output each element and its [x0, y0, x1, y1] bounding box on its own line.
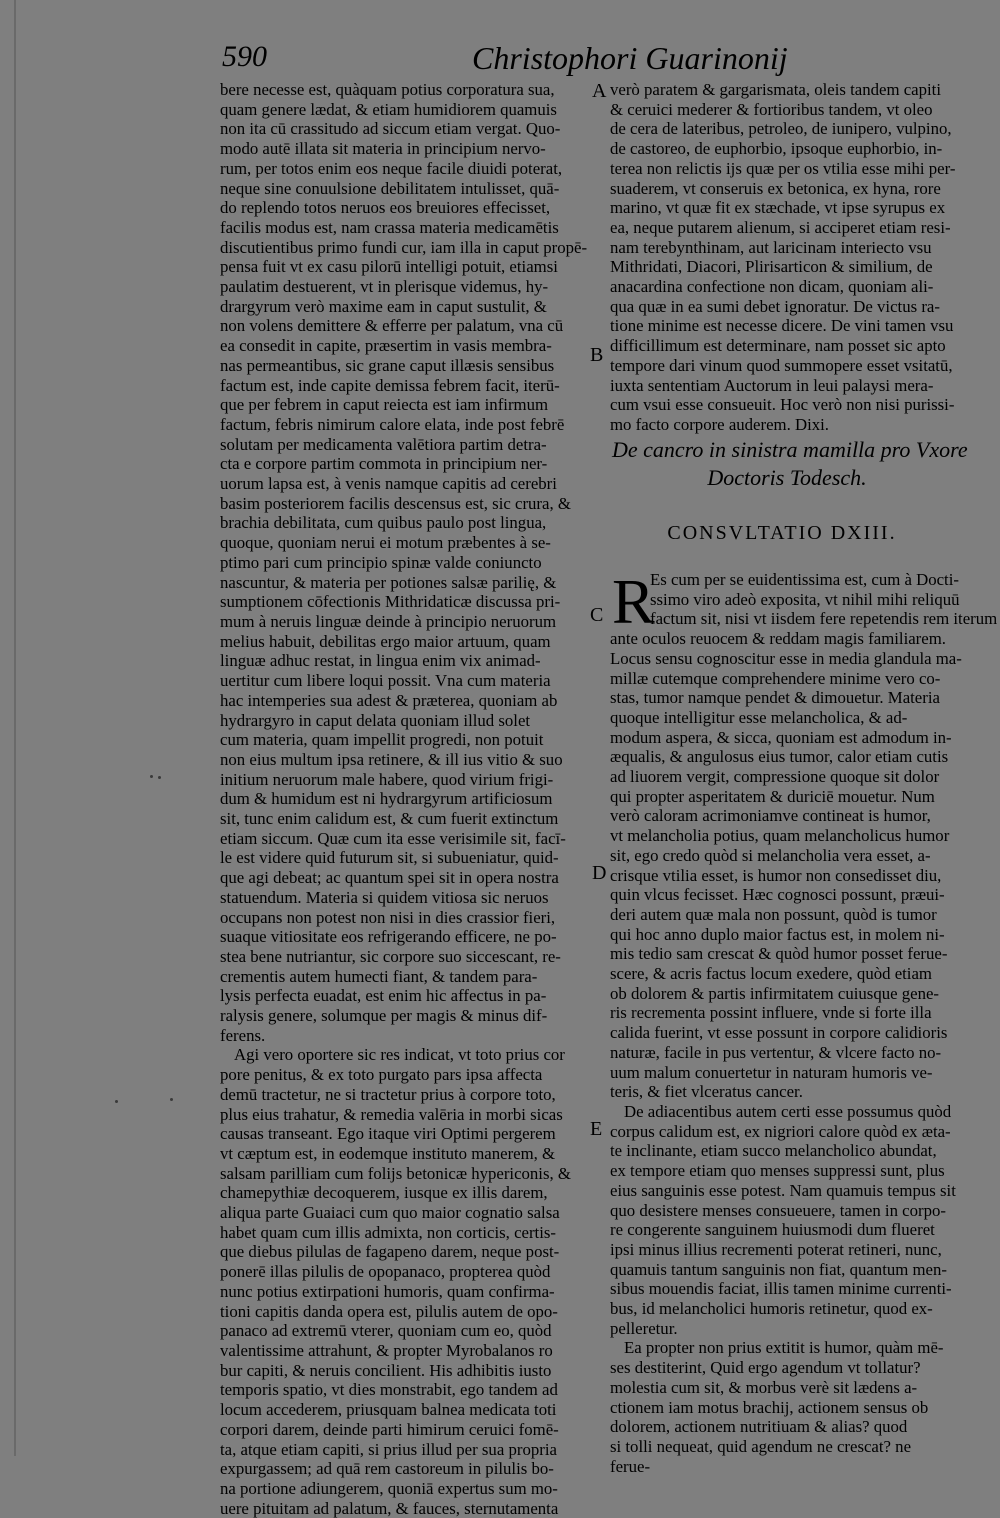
text-line: dolorem, actionem nutritiuam & alias? quod	[610, 1417, 908, 1437]
text-line: ad liuorem vergit, compressione quoque sit dolor	[610, 767, 940, 787]
text-line: plus eius trahatur, & remedia valēria in morbi sicas	[220, 1104, 563, 1124]
text-line: demū tractetur, ne si tractetur prius à corpore toto,	[220, 1084, 556, 1104]
text-line: neque sine conuulsione debilitatem intulisset, quā-	[220, 178, 560, 198]
text-line: terea non relictis ijs quæ per os vtilia esse mihi per-	[610, 158, 956, 178]
text-line: ex tempore etiam quo menses suppressi sunt, plus	[610, 1161, 945, 1181]
text-line: cum materia, quam impellit progredi, non potuit	[220, 730, 544, 750]
page-gutter-edge	[14, 0, 16, 1456]
text-line: ptimo pari cum principio spinæ valde coniuncto	[220, 552, 542, 572]
text-line: Agi vero oportere sic res indicat, vt toto prius cor	[234, 1045, 565, 1065]
text-line: teris, & fiet vlceratus cancer.	[610, 1082, 803, 1102]
text-line: stea bene nutriantur, sic corpore suo siccescant, re-	[220, 946, 561, 966]
text-line: nam terebynthinam, aut laricinam interiecto vsu	[610, 237, 932, 257]
text-line: calida fuerint, vt esse possunt in corpore calidioris	[610, 1023, 948, 1043]
section-title-line-1: De cancro in sinistra mamilla pro Vxore	[612, 437, 968, 462]
section-title	[612, 436, 968, 492]
text-line: iuxta sententiam Auctorum in leui palaysi mera-	[610, 375, 934, 395]
text-line: ob dolorem & partis infirmitatem cuiusque gene-	[610, 983, 940, 1003]
text-line: brachia debilitata, cum quibus paulo post lingua,	[220, 513, 547, 533]
text-line: pelleretur.	[610, 1318, 678, 1338]
text-line: crisque vtilia esset, is humor non consedisset diu,	[610, 865, 942, 885]
text-line: vt melancholia potius, quam melancholicus humor	[610, 826, 950, 846]
drop-cap: R	[612, 566, 655, 637]
text-line: factum, febris nimirum calore elata, inde post febrē	[220, 414, 565, 434]
text-line: de castoreo, de euphorbio, ipsoque euphorbio, in-	[610, 139, 943, 159]
page-header	[222, 40, 952, 80]
text-line: stas, tumor namque pendet & dimouetur. Materia	[610, 688, 940, 708]
text-line: que agi debeat; ac quantum spei sit in opera nostra	[220, 868, 559, 888]
text-line: cta e corpore partim commota in principium ner-	[220, 454, 548, 474]
text-line: ipsi minus illius recrementi poterat retineri, nunc,	[610, 1239, 942, 1259]
text-line: causas transeant. Ego itaque viri Optimi pergerem	[220, 1124, 556, 1144]
text-line: melius habuit, debilitas ergo maior artuum, quam	[220, 631, 551, 651]
text-line: temporis spatio, vt dies monstrabit, ego tandem ad	[220, 1380, 558, 1400]
text-line: quoque intelligitur esse melancholica, & ad-	[610, 707, 908, 727]
text-line: lysis perfecta euadat, est enim hic affectus in pa-	[220, 986, 547, 1006]
text-line: qua quæ in ea sumi debet ignoratur. De victus ra-	[610, 296, 940, 316]
text-line: chamepythiæ decoquerem, iusque ex illis darem,	[220, 1183, 548, 1203]
text-line: re congerente sanguinem huiusmodi dum flueret	[610, 1220, 935, 1240]
text-line: ssimo viro adeò exposita, vt nihil mihi reliquū	[650, 589, 960, 609]
text-line: facilis modus est, nam crassa materia medicamētis	[220, 217, 559, 237]
paper-speck	[115, 1100, 118, 1103]
text-line: verò paratem & gargarismata, oleis tandem capiti	[610, 80, 941, 99]
text-line: bere necesse est, quàquam potius corporatura sua,	[220, 80, 555, 99]
text-line: habet quam cum illis admixta, non corticis, certis-	[220, 1222, 557, 1242]
text-line: millæ cutemque comprehendere minime vero co-	[610, 668, 941, 688]
text-line: dum & humidum est ni hydrargyrum artificiosum	[220, 789, 553, 809]
text-line: uere pituitam ad palatum, & fauces, sternutamenta	[220, 1498, 559, 1518]
text-line: nascuntur, & materia per potiones salsæ parilię, &	[220, 572, 557, 592]
text-line: deri autem quæ mala non possunt, quòd is tumor	[610, 904, 937, 924]
text-line: mis tedio sam crescat & quòd humor posset ferue-	[610, 944, 948, 964]
text-line: corpori darem, deinde parti himirum ceruici fomē-	[220, 1419, 559, 1439]
text-line: ponerē illas pilulis de opopanaco, propterea quòd	[220, 1262, 551, 1282]
text-line: que per febrem in caput reiecta est iam infirmum	[220, 395, 549, 415]
text-line: ris recrementa possint influere, vnde si forte illa	[610, 1003, 932, 1023]
text-line: naturæ, facile in pus vertentur, & vlcere facto no-	[610, 1042, 942, 1062]
text-line: crementis autem humecti fiant, & tandem para-	[220, 966, 538, 986]
text-line: na portione adiungerem, quoniā expertus sum mo-	[220, 1478, 558, 1498]
text-line: sit, ego credo quòd si melancholia vera esset, a-	[610, 845, 931, 865]
text-line: mum à neruis linguæ deinde à principio neruorum	[220, 611, 557, 631]
text-line: pensa fuit vt ex casu pilorū intelligi potuit, etiamsi	[220, 257, 558, 277]
text-line: uertitur cum libere loqui possit. Vna cum materia	[220, 671, 551, 691]
text-line: Mithridati, Diacori, Plirisarticon & similium, de	[610, 257, 933, 277]
text-line: ralysis genere, solumque per magis & minus dif-	[220, 1006, 548, 1026]
text-line: hydrargyro in caput delata quoniam illud solet	[220, 710, 531, 730]
margin-letter-a: A	[592, 80, 607, 102]
text-line: te inclinante, etiam succo melancholico abundat,	[610, 1141, 937, 1161]
text-line: expurgassem; ad quā rem castoreum in pilulis bo-	[220, 1459, 554, 1479]
text-line: ctionem iam motus brachij, actionem sensus ob	[610, 1397, 929, 1417]
left-column-text	[220, 80, 590, 1518]
text-line: tione minime est necesse dicere. De vini tamen vsu	[610, 316, 954, 336]
margin-letter-e: E	[590, 1118, 603, 1140]
text-line: quamuis tantum sanguinis non fiat, quantum men-	[610, 1259, 947, 1279]
text-line: que diebus pilulas de fagapeno darem, neque post-	[220, 1242, 560, 1262]
text-line: modum aspera, & sicca, quoniam est admodum in-	[610, 727, 952, 747]
text-line: uum malum conuertetur in naturam humoris ve-	[610, 1062, 933, 1082]
margin-letter-c: C	[590, 604, 604, 626]
text-line: sibus mouendis faciat, illis tamen minime currenti-	[610, 1279, 952, 1299]
text-line: le est videre quid futurum sit, si subueniatur, quid-	[220, 848, 559, 868]
text-line: mo facto corpore auderem. Dixi.	[610, 414, 830, 434]
running-head: Christophori Guarinonij	[472, 40, 788, 76]
text-line: aliqua parte Guaiaci cum quo maior cognatio salsa	[220, 1203, 560, 1223]
text-line: non eius multum ipsa retinere, & ill ius vitio & suo	[220, 749, 563, 769]
text-line: bus, id melancholici humoris retinetur, quod ex-	[610, 1299, 933, 1319]
text-line: uorum lapsa est, à venis namque capitis ad cerebri	[220, 474, 557, 494]
text-line: ta, atque etiam capiti, si prius illud per sua propria	[220, 1439, 557, 1459]
text-line: De adiacentibus autem certi esse possumus quòd	[624, 1101, 952, 1121]
text-line: eius sanguinis esse potest. Nam quamuis tempus sit	[610, 1180, 956, 1200]
text-line: solutam per medicamenta valētiora partim detra-	[220, 434, 547, 454]
text-line: nas permeantibus, sic grane caput illæsis sensibus	[220, 355, 555, 375]
text-line: basim posteriorem facilis descensus est, sic crura, &	[220, 493, 571, 513]
text-line: & ceruici mederer & fortioribus tandem, vt oleo	[610, 99, 933, 119]
text-line: qui hoc anno duplo maior factus est, in molem ni-	[610, 924, 945, 944]
text-line: ferue-	[610, 1456, 651, 1476]
text-line: tempore dari vinum quod summopere esset vsitatū,	[610, 355, 953, 375]
right-column-text	[610, 80, 962, 435]
text-line: etiam siccum. Quæ cum ita esse verisimile sit, facī-	[220, 828, 566, 848]
paper-speck	[158, 776, 161, 779]
text-line: difficillimum est determinare, nam posset sic apto	[610, 336, 946, 356]
text-line: Locus sensu cognoscitur esse in media glandula ma-	[610, 648, 962, 668]
text-line: ferens.	[220, 1025, 266, 1045]
text-line: Ea propter non prius extitit is humor, quàm mē-	[624, 1338, 944, 1358]
text-line: ea, neque putarem alienum, si acciperet etiam resi-	[610, 217, 951, 237]
text-line: Es cum per se euidentissima est, cum à Docti-	[650, 570, 959, 589]
text-line: verò caloram acrimoniamve contineat is humor,	[610, 806, 931, 826]
text-line: tioni capitis danda opera est, pilulis autem de opo-	[220, 1301, 558, 1321]
text-line: si tolli nequeat, quid agendum ne crescat? ne	[610, 1436, 912, 1456]
text-line: ante oculos reuocem & reddam magis familiarem.	[610, 629, 946, 649]
text-line: ses destiterint, Quid ergo agendum vt tollatur?	[610, 1358, 921, 1378]
text-line: quam genere lædat, & etiam humidiorem quamuis	[220, 99, 557, 119]
margin-letter-b: B	[590, 344, 604, 366]
text-line: scere, & acris factus locum exedere, quòd etiam	[610, 964, 932, 984]
consultation-heading: CONSVLTATIO DXIII.	[667, 522, 897, 544]
text-line: modo autē illata sit materia in principium nervo-	[220, 139, 546, 159]
text-line: factum est, inde capite demissa febrem facit, iterū-	[220, 375, 560, 395]
text-line: quin vlcus fecisset. Hæc cognosci possunt, præui-	[610, 885, 945, 905]
text-line: pore penitus, & ex toto purgato pars ipsa affecta	[220, 1065, 543, 1085]
text-line: discutientibus primo fundi cur, iam illa in caput propē-	[220, 237, 588, 257]
paper-speck	[170, 1098, 173, 1101]
text-line: suaderem, vt conseruis ex betonica, ex hyna, rore	[610, 178, 941, 198]
text-line: cum vsui esse consueuit. Hoc verò non nisi purissi-	[610, 395, 955, 415]
text-line: sit, tunc enim calidum est, & cum fuerit extinctum	[220, 809, 559, 829]
text-line: quoque, quoniam nerui ei motum præbentes à se-	[220, 533, 551, 553]
text-line: de cera de lateribus, petroleo, de iunipero, vulpino,	[610, 119, 952, 139]
text-line: quo desistere menses consueuere, tamen in corpo-	[610, 1200, 946, 1220]
text-line: sumptionem cōfectionis Mithridaticæ discussa pri-	[220, 592, 561, 612]
text-line: statuendum. Materia si quidem vitiosa sic neruos	[220, 887, 549, 907]
text-line: linguæ adhuc restat, in lingua enim vix animad-	[220, 651, 541, 671]
page-number: 590	[222, 40, 267, 73]
margin-letter-d: D	[592, 862, 607, 884]
text-line: marino, vt quæ fit ex stæchade, vt ipse syrupus ex	[610, 198, 946, 218]
text-line: vt cæptum est, in eodemque instituto manerem, &	[220, 1143, 556, 1163]
text-line: rum, per totos enim eos neque facile diuidi poterat,	[220, 158, 563, 178]
text-line: æqualis, & angulosus eius tumor, calor etiam cutis	[610, 747, 949, 767]
paper-speck	[150, 775, 153, 778]
text-line: ea consedit in capite, præsertim in vasis membra-	[220, 336, 552, 356]
text-line: occupans non potest non nisi in dies crassior fieri,	[220, 907, 556, 927]
section-title-line-2: Doctoris Todesch.	[707, 465, 867, 490]
text-line: salsam parilliam cum folijs betonicæ hypericonis, &	[220, 1163, 571, 1183]
text-line: anacardina confectione non dicam, quoniam ali-	[610, 277, 934, 297]
text-line: do replendo totos neruos eos breuiores effecisset,	[220, 198, 551, 218]
text-line: suaque vitiositate eos refrigerando efficere, ne po-	[220, 927, 557, 947]
consultation-body-text	[610, 566, 998, 1476]
text-line: initium neruorum male habere, quod virium frigi-	[220, 769, 554, 789]
text-line: drargyrum verò maxime eam in caput sustulit, &	[220, 296, 547, 316]
text-line: molestia cum sit, & morbus verè sit lædens a-	[610, 1377, 918, 1397]
text-line: qui propter asperitatem & duriciē mouetur. Num	[610, 786, 935, 806]
text-line: non ita cū crassitudo ad siccum etiam vergat. Quo-	[220, 119, 561, 139]
text-line: factum sit, nisi vt iisdem fere repetendis rem iterum	[650, 609, 998, 629]
text-line: corpus calidum est, ex nigriori calore quòd ex æta-	[610, 1121, 951, 1141]
text-line: locum accederem, priusquam balnea medicata toti	[220, 1400, 557, 1420]
text-line: non volens demittere & efferre per palatum, vna cū	[220, 316, 564, 336]
text-line: panaco ad extremū vterer, quoniam cum eo, quòd	[220, 1321, 552, 1341]
text-line: valentissime attrahunt, & propter Myrobalanos ro	[220, 1341, 553, 1360]
text-line: nunc potius extirpationi humoris, quam confirma-	[220, 1281, 555, 1301]
text-line: bur capiti, & neruis concilient. His adhibitis iusto	[220, 1360, 552, 1380]
text-line: hac intemperies sua adest & præterea, quoniam ab	[220, 690, 558, 710]
text-line: paulatim destuerent, vt in plerisque videmus, hy-	[220, 277, 549, 297]
